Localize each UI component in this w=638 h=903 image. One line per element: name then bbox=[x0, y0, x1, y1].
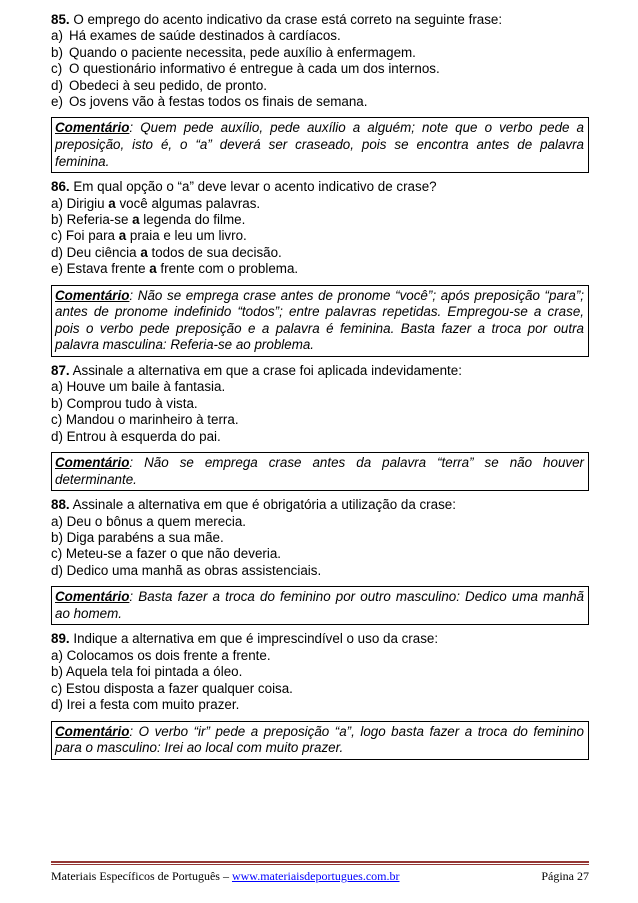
option-c bbox=[51, 228, 589, 244]
option-text: praia e leu um livro. bbox=[126, 228, 247, 244]
question-89 bbox=[51, 631, 589, 713]
comment-box bbox=[51, 586, 589, 625]
comment-title: Comentário bbox=[55, 287, 130, 303]
option-label: b) bbox=[51, 44, 63, 60]
question-stem bbox=[51, 631, 589, 647]
footer-left-text: Materiais Específicos de Português – bbox=[51, 869, 232, 883]
page-footer bbox=[51, 861, 589, 884]
option-text: b) Referia-se bbox=[51, 212, 133, 228]
option-text: O questionário informativo é entregue à cada um dos internos. bbox=[69, 61, 440, 77]
option-c bbox=[51, 61, 589, 77]
question-text: Em qual opção o “a” deve levar o acento indicativo de crase? bbox=[69, 179, 437, 195]
comment-box bbox=[51, 452, 589, 491]
option-text: todos de sua decisão. bbox=[147, 244, 282, 260]
option-a bbox=[51, 196, 589, 212]
option-keyword: a bbox=[149, 261, 157, 277]
option-text: c) Foi para bbox=[51, 228, 119, 244]
option-a: a) Deu o bônus a quem merecia. bbox=[51, 513, 247, 529]
option-a bbox=[51, 28, 589, 44]
option-b: b) Aquela tela foi pintada a óleo. bbox=[51, 664, 243, 680]
question-text: O emprego do acento indicativo da crase está correto na seguinte frase: bbox=[69, 12, 503, 27]
page-number: Página 27 bbox=[541, 869, 589, 883]
comment-title: Comentário bbox=[55, 455, 130, 471]
option-e bbox=[51, 261, 589, 277]
comment-text: : Basta fazer a troca do feminino por outro masculino: Dedico uma manhã ao homem. bbox=[55, 589, 584, 621]
option-text: Quando o paciente necessita, pede auxílio à enfermagem. bbox=[69, 44, 416, 60]
comment-box bbox=[51, 721, 589, 760]
comment-title: Comentário bbox=[55, 589, 130, 605]
option-d bbox=[51, 245, 589, 261]
option-d: d) Irei a festa com muito prazer. bbox=[51, 697, 240, 713]
option-c: c) Meteu-se a fazer o que não deveria. bbox=[51, 546, 282, 562]
option-keyword: a bbox=[108, 195, 116, 211]
question-number: 88. bbox=[51, 497, 70, 513]
option-keyword: a bbox=[140, 244, 148, 260]
question-text: Assinale a alternativa em que a crase foi aplicada indevidamente: bbox=[69, 363, 462, 379]
question-86 bbox=[51, 179, 589, 277]
option-label: c) bbox=[51, 61, 63, 77]
footer-rule bbox=[51, 861, 589, 863]
comment-text: : O verbo “ir” pede a preposição “a”, logo basta fazer a troca do feminino para o masculino: Irei ao local com muito prazer. bbox=[55, 723, 584, 756]
comment-box bbox=[51, 285, 589, 357]
question-88 bbox=[51, 497, 589, 579]
question-number: 89. bbox=[51, 631, 70, 647]
option-c: c) Mandou o marinheiro à terra. bbox=[51, 412, 239, 428]
question-number: 86. bbox=[51, 179, 70, 195]
option-label: a) bbox=[51, 28, 63, 44]
comment-text: : Não se emprega crase antes da palavra “terra” se não houver determinante. bbox=[55, 455, 584, 487]
option-d bbox=[51, 78, 589, 94]
comment-box bbox=[51, 117, 589, 173]
option-text: legenda do filme. bbox=[139, 212, 246, 228]
option-text: Os jovens vão à festas todos os finais de semana. bbox=[69, 94, 368, 110]
footer-rule bbox=[51, 864, 589, 865]
option-text: a) Dirigiu bbox=[51, 195, 109, 211]
option-text: frente com o problema. bbox=[156, 261, 299, 277]
option-e bbox=[51, 94, 589, 110]
question-number: 85. bbox=[51, 12, 70, 27]
footer-text-row bbox=[51, 869, 589, 884]
question-stem bbox=[51, 363, 589, 379]
option-b bbox=[51, 212, 589, 228]
option-a: a) Houve um baile à fantasia. bbox=[51, 379, 226, 395]
question-text: Assinale a alternativa em que é obrigatória a utilização da crase: bbox=[69, 497, 456, 513]
question-stem bbox=[51, 12, 589, 28]
comment-title: Comentário bbox=[55, 723, 130, 739]
option-keyword: a bbox=[132, 212, 140, 228]
page-content bbox=[51, 12, 589, 766]
comment-title: Comentário bbox=[55, 120, 130, 136]
option-text: você algumas palavras. bbox=[115, 195, 261, 211]
option-text: Há exames de saúde destinados à cardíacos. bbox=[69, 28, 341, 44]
question-87 bbox=[51, 363, 589, 445]
option-keyword: a bbox=[118, 228, 127, 244]
option-label: e) bbox=[51, 94, 63, 110]
option-b: b) Comprou tudo à vista. bbox=[51, 395, 198, 411]
question-85 bbox=[51, 12, 589, 110]
question-stem bbox=[51, 497, 589, 513]
option-b bbox=[51, 45, 589, 61]
comment-text: : Não se emprega crase antes de pronome “você”; após preposição “para”; antes de pronome indefinido “todos”; entre palavras repetidas. Empregou-se a crase, pois o verbo pede preposição e a palavra é feminina. Basta fazer a troca por outra palavra masculina: Referia-se ao problema. bbox=[55, 287, 584, 353]
option-text: Obedeci à seu pedido, de pronto. bbox=[69, 77, 268, 93]
option-text: d) Deu ciência bbox=[51, 244, 141, 260]
option-a: a) Colocamos os dois frente a frente. bbox=[51, 647, 271, 663]
comment-text: : Quem pede auxílio, pede auxílio a alguém; note que o verbo pede a preposição, isto é, o “a” deverá ser craseado, pois se encontra antes de palavra feminina. bbox=[55, 120, 584, 169]
option-c: c) Estou disposta a fazer qualquer coisa. bbox=[51, 680, 293, 696]
option-label: d) bbox=[51, 77, 63, 93]
question-number: 87. bbox=[51, 363, 70, 379]
footer-source bbox=[51, 869, 399, 884]
option-text: e) Estava frente bbox=[51, 261, 150, 277]
option-b: b) Diga parabéns a sua mãe. bbox=[51, 530, 224, 546]
website-link[interactable]: www.materiaisdeportugues.com.br bbox=[231, 869, 400, 883]
option-d: d) Dedico uma manhã as obras assistenciais. bbox=[51, 562, 322, 578]
option-d: d) Entrou à esquerda do pai. bbox=[51, 428, 221, 444]
question-stem bbox=[51, 179, 589, 195]
question-text: Indique a alternativa em que é imprescindível o uso da crase: bbox=[69, 631, 439, 647]
